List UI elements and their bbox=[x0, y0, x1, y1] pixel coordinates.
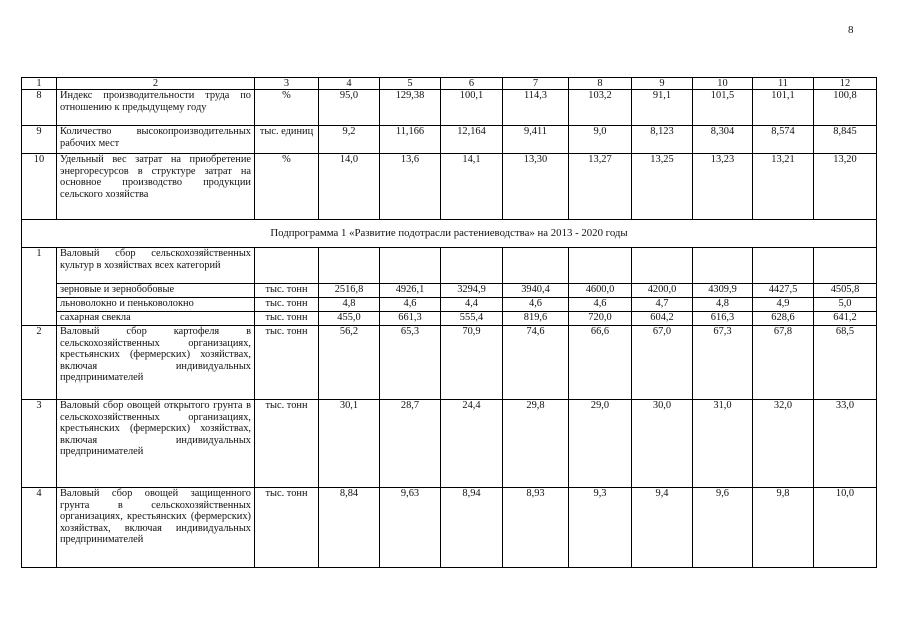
value-cell: 9,2 bbox=[319, 126, 380, 154]
header-cell: 9 bbox=[632, 78, 693, 90]
value-cell: 24,4 bbox=[441, 400, 503, 488]
value-cell: 8,574 bbox=[753, 126, 814, 154]
subprogram-title: Подпрограмма 1 «Развитие подотрасли растениеводства» на 2013 - 2020 годы bbox=[22, 220, 877, 248]
value-cell: 3294,9 bbox=[441, 284, 503, 298]
indicator-name: Удельный вес затрат на приобретение энергоресурсов в структуре затрат на основное производство продукции сельского хозяйства bbox=[57, 154, 255, 220]
value-cell: 661,3 bbox=[380, 312, 441, 326]
value-cell: 9,63 bbox=[380, 488, 441, 568]
value-cell: 30,1 bbox=[319, 400, 380, 488]
value-cell: 555,4 bbox=[441, 312, 503, 326]
empty-cell bbox=[693, 248, 753, 284]
value-cell: 95,0 bbox=[319, 90, 380, 126]
value-cell: 66,6 bbox=[569, 326, 632, 400]
value-cell: 604,2 bbox=[632, 312, 693, 326]
table-row bbox=[22, 488, 877, 568]
value-cell: 13,25 bbox=[632, 154, 693, 220]
table-row bbox=[22, 154, 877, 220]
value-cell: 8,123 bbox=[632, 126, 693, 154]
value-cell: 8,845 bbox=[814, 126, 877, 154]
value-cell: 4505,8 bbox=[814, 284, 877, 298]
value-cell: 29,0 bbox=[569, 400, 632, 488]
value-cell: 13,6 bbox=[380, 154, 441, 220]
header-cell: 3 bbox=[255, 78, 319, 90]
value-cell: 455,0 bbox=[319, 312, 380, 326]
value-cell: 5,0 bbox=[814, 298, 877, 312]
subrow bbox=[22, 298, 877, 312]
value-cell: 100,8 bbox=[814, 90, 877, 126]
table-row bbox=[22, 248, 877, 284]
value-cell: 4,8 bbox=[319, 298, 380, 312]
empty-cell bbox=[814, 248, 877, 284]
subrow bbox=[22, 284, 877, 298]
value-cell: 101,1 bbox=[753, 90, 814, 126]
value-cell: 4309,9 bbox=[693, 284, 753, 298]
value-cell: 56,2 bbox=[319, 326, 380, 400]
table-row bbox=[22, 326, 877, 400]
value-cell: 13,20 bbox=[814, 154, 877, 220]
value-cell: 4,4 bbox=[441, 298, 503, 312]
row-number: 1 bbox=[22, 248, 57, 326]
empty-cell bbox=[380, 248, 441, 284]
indicators-table bbox=[21, 77, 877, 568]
header-cell: 10 bbox=[693, 78, 753, 90]
value-cell: 129,38 bbox=[380, 90, 441, 126]
value-cell: 32,0 bbox=[753, 400, 814, 488]
value-cell: 4,9 bbox=[753, 298, 814, 312]
header-cell: 4 bbox=[319, 78, 380, 90]
row-number: 10 bbox=[22, 154, 57, 220]
unit-cell: тыс. тонн bbox=[255, 326, 319, 400]
header-row bbox=[22, 78, 877, 90]
table-row bbox=[22, 126, 877, 154]
empty-cell bbox=[319, 248, 380, 284]
value-cell: 720,0 bbox=[569, 312, 632, 326]
row-number: 4 bbox=[22, 488, 57, 568]
value-cell: 10,0 bbox=[814, 488, 877, 568]
value-cell: 8,94 bbox=[441, 488, 503, 568]
header-cell: 7 bbox=[503, 78, 569, 90]
value-cell: 3940,4 bbox=[503, 284, 569, 298]
subrow-name: сахарная свекла bbox=[57, 312, 255, 326]
value-cell: 114,3 bbox=[503, 90, 569, 126]
empty-cell bbox=[441, 248, 503, 284]
header-cell: 1 bbox=[22, 78, 57, 90]
row-number: 8 bbox=[22, 90, 57, 126]
value-cell: 9,6 bbox=[693, 488, 753, 568]
page-number: 8 bbox=[848, 24, 854, 36]
header-cell: 12 bbox=[814, 78, 877, 90]
value-cell: 4,6 bbox=[380, 298, 441, 312]
empty-cell bbox=[255, 248, 319, 284]
empty-cell bbox=[753, 248, 814, 284]
value-cell: 101,5 bbox=[693, 90, 753, 126]
value-cell: 103,2 bbox=[569, 90, 632, 126]
value-cell: 9,3 bbox=[569, 488, 632, 568]
header-cell: 2 bbox=[57, 78, 255, 90]
header-cell: 8 bbox=[569, 78, 632, 90]
value-cell: 9,411 bbox=[503, 126, 569, 154]
value-cell: 2516,8 bbox=[319, 284, 380, 298]
value-cell: 13,21 bbox=[753, 154, 814, 220]
value-cell: 616,3 bbox=[693, 312, 753, 326]
empty-cell bbox=[632, 248, 693, 284]
value-cell: 14,1 bbox=[441, 154, 503, 220]
header-cell: 6 bbox=[441, 78, 503, 90]
value-cell: 74,6 bbox=[503, 326, 569, 400]
unit-cell: тыс. тонн bbox=[255, 298, 319, 312]
unit-cell: тыс. единиц bbox=[255, 126, 319, 154]
value-cell: 4,6 bbox=[503, 298, 569, 312]
value-cell: 4,7 bbox=[632, 298, 693, 312]
header-cell: 5 bbox=[380, 78, 441, 90]
value-cell: 4926,1 bbox=[380, 284, 441, 298]
row-number: 9 bbox=[22, 126, 57, 154]
value-cell: 12,164 bbox=[441, 126, 503, 154]
value-cell: 68,5 bbox=[814, 326, 877, 400]
row-number: 2 bbox=[22, 326, 57, 400]
indicator-name: Валовый сбор картофеля в сельскохозяйственных организациях, крестьянских (фермерских) хозяйствах, включая индивидуальных предпринимателей bbox=[57, 326, 255, 400]
value-cell: 28,7 bbox=[380, 400, 441, 488]
value-cell: 13,27 bbox=[569, 154, 632, 220]
value-cell: 11,166 bbox=[380, 126, 441, 154]
value-cell: 67,0 bbox=[632, 326, 693, 400]
value-cell: 9,8 bbox=[753, 488, 814, 568]
value-cell: 91,1 bbox=[632, 90, 693, 126]
value-cell: 33,0 bbox=[814, 400, 877, 488]
unit-cell: тыс. тонн bbox=[255, 312, 319, 326]
value-cell: 29,8 bbox=[503, 400, 569, 488]
value-cell: 14,0 bbox=[319, 154, 380, 220]
value-cell: 67,8 bbox=[753, 326, 814, 400]
value-cell: 8,304 bbox=[693, 126, 753, 154]
unit-cell: тыс. тонн bbox=[255, 488, 319, 568]
subprogram-row bbox=[22, 220, 877, 248]
indicator-name: Валовый сбор овощей открытого грунта в сельскохозяйственных организациях, крестьянских (фермерских) хозяйствах, включая индивидуальных предпринимателей bbox=[57, 400, 255, 488]
empty-cell bbox=[503, 248, 569, 284]
value-cell: 628,6 bbox=[753, 312, 814, 326]
indicator-name: Валовый сбор овощей защищенного грунта в сельскохозяйственных организациях, крестьянских (фермерских) хозяйствах, включая индивидуальных предпринимателей bbox=[57, 488, 255, 568]
subrow-name: льноволокно и пеньковолокно bbox=[57, 298, 255, 312]
value-cell: 31,0 bbox=[693, 400, 753, 488]
subrow-name: зерновые и зернобобовые bbox=[57, 284, 255, 298]
value-cell: 30,0 bbox=[632, 400, 693, 488]
value-cell: 641,2 bbox=[814, 312, 877, 326]
value-cell: 9,0 bbox=[569, 126, 632, 154]
unit-cell: % bbox=[255, 154, 319, 220]
value-cell: 819,6 bbox=[503, 312, 569, 326]
unit-cell: тыс. тонн bbox=[255, 400, 319, 488]
value-cell: 4600,0 bbox=[569, 284, 632, 298]
unit-cell: % bbox=[255, 90, 319, 126]
empty-cell bbox=[569, 248, 632, 284]
value-cell: 67,3 bbox=[693, 326, 753, 400]
subrow bbox=[22, 312, 877, 326]
table-row bbox=[22, 90, 877, 126]
table-row bbox=[22, 400, 877, 488]
indicator-name: Индекс производительности труда по отношению к предыдущему году bbox=[57, 90, 255, 126]
header-cell: 11 bbox=[753, 78, 814, 90]
value-cell: 9,4 bbox=[632, 488, 693, 568]
value-cell: 13,30 bbox=[503, 154, 569, 220]
indicator-name: Количество высокопроизводительных рабочих мест bbox=[57, 126, 255, 154]
value-cell: 100,1 bbox=[441, 90, 503, 126]
value-cell: 70,9 bbox=[441, 326, 503, 400]
value-cell: 8,93 bbox=[503, 488, 569, 568]
value-cell: 65,3 bbox=[380, 326, 441, 400]
value-cell: 4200,0 bbox=[632, 284, 693, 298]
value-cell: 13,23 bbox=[693, 154, 753, 220]
unit-cell: тыс. тонн bbox=[255, 284, 319, 298]
value-cell: 4,8 bbox=[693, 298, 753, 312]
value-cell: 8,84 bbox=[319, 488, 380, 568]
row-number: 3 bbox=[22, 400, 57, 488]
value-cell: 4427,5 bbox=[753, 284, 814, 298]
indicator-name: Валовый сбор сельскохозяйственных культур в хозяйствах всех категорий bbox=[57, 248, 255, 284]
value-cell: 4,6 bbox=[569, 298, 632, 312]
